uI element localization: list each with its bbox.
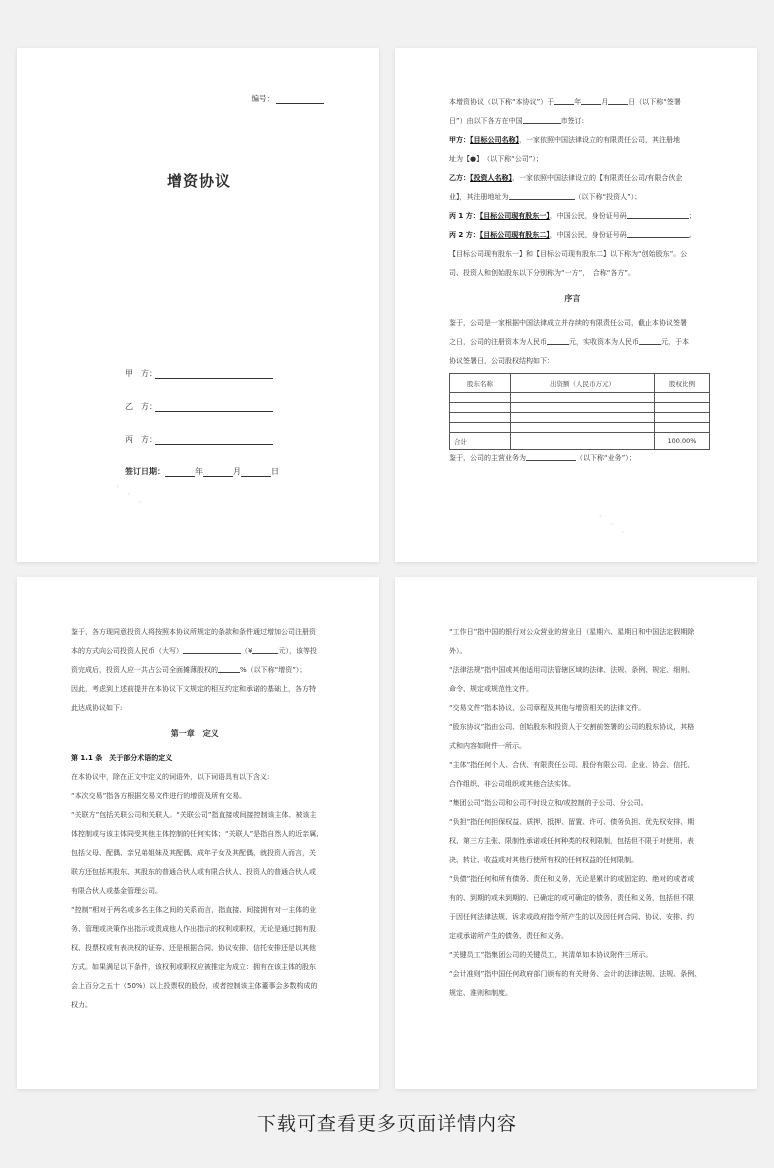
preface-line-3: 协议签署日，公司股权结构如下：: [449, 357, 554, 365]
definitions-text-2: “工作日”指中国的银行对公众营业的营业日（星期六、星期日和中国法定假期除 外）。 “法律法规”指中国或其他适用司法管辖区域的法律、法规、条例、规定、细则、 命令、规定或规范性文件。 “交易文件”指本协议、公司章程及其他与增资相关的法律文件。 “股东协议”指由公司、创始股东和投资人于交割前签署的公司的股东协议，其格 式和内容如附件一所示。 “主体”指任何个人、合伙、有限责任公司、股份有限公司、企业、协会、信托、 合作组织、非公司组织或其他合法实体。 “集团公司”指公司和公司不时设立和/或控制的子公司、分公司。 “负担”指任何担保权益、质押、抵押、留置、许可、债务负担、优先权安排、期 权、第三方主张、限制性承诺或任何种类的权利限制，包括但不限于对使用、表 决、转让、收益或对其他行使所有权的任何权益的任何限制。 “负债”指任何和所有债务、责任和义务，无论是累计的或固定的、绝对的或者或 有的、到期的或未到期的、已确定的或可确定的债务、责任和义务，包括但不限 于因任何法律法规、诉求或政府指令所产生的以及因任何合同、协议、安排、约 定或承诺所产生的债务、责任和义务。 “关键员工”指集团公司的关键员工，其清单如本协议附件三所示。 “会计准则”指中国任何政府部门颁布的有关财务、会计的法律法规、法规、条例、 规定、准则和制度。: [449, 628, 702, 997]
intro-line-2: 日”）由以下各方在中国 市签订:: [449, 112, 696, 131]
col-ratio: 股权比例: [655, 374, 710, 393]
party-c-label: 丙 方：: [125, 435, 157, 444]
party-b-label: 乙 方：: [125, 402, 157, 411]
table-row: [450, 393, 710, 403]
total-label: 合计: [450, 433, 511, 450]
page-definitions-1: [17, 577, 379, 1089]
party-b-blank: [155, 411, 273, 412]
party-b-para: 乙方：【投资人名称】，一家依照中国法律设立的【有限责任公司/有限合伙企: [449, 174, 683, 182]
parties-text: 本增资协议（以下称“本协议”）于 年 月 日（以下称“签署 日”）由以下各方在中国 市签订: 甲方：【目标公司名称】，一家依照中国法律设立的有限责任公司，其注册地 址为【●】 （以下称“公司”）； 乙方：【投资人名称】，一家依照中国法律设立的【有限责任公司/有限合伙企 业】，其注册地址为 （以下称“投资人”）； 丙 1 方：【目标公司现有股东一】，中国公民，身份证号码 ； 丙 2 方：【目标公司现有股东二】，中国公民，身份证号码 。 【目标公司现有股东一】和【目标公司现有股东二】以下称为“创始股东”。公 司、投资人和创始股东以下分别称为“一方”， 合称“各方”。 序言 鉴于，公司是一家根据中国法律成立并存续的有限责任公司，截止本协议签署 之日，公司的注册资本为人民币 元，实收资本为人民币 元，于本 协议签署日，公司股权结构如下：: [449, 93, 696, 371]
party-a-para: 甲方：【目标公司名称】，一家依照中国法律设立的有限责任公司，其注册地: [449, 136, 680, 144]
document-title: 增资协议: [167, 172, 232, 190]
founders-para: 【目标公司现有股东一】和【目标公司现有股东二】以下称为“创始股东”。公: [449, 250, 688, 258]
intro-line-1: 本增资协议（以下称“本协议”）于 年 月 日（以下称“签署: [449, 93, 696, 112]
signing-date-label: 签订日期：: [125, 467, 165, 476]
party-c2-para: 丙 2 方：【目标公司现有股东二】，中国公民，身份证号码 。: [449, 226, 696, 245]
day-blank: [241, 476, 271, 477]
month-blank: [203, 476, 233, 477]
year-blank: [165, 476, 195, 477]
table-row: [450, 423, 710, 433]
page-parties: [395, 48, 757, 562]
party-a-label: 甲 方：: [125, 369, 157, 378]
page-definitions-2: [395, 577, 757, 1089]
table-total-row: [450, 433, 710, 450]
chapter-title: 第一章 定义: [170, 729, 219, 738]
contract-number-label: 编号：: [251, 94, 274, 103]
day-label: 日: [271, 467, 279, 476]
contract-number-blank: [276, 103, 324, 104]
preface-line-2: 之日，公司的注册资本为人民币 元，实收资本为人民币 元，于本: [449, 333, 696, 352]
download-more-link[interactable]: 下载可查看更多页面详情内容: [256, 1113, 517, 1135]
contract-number: [252, 93, 325, 104]
party-a-line: [125, 368, 273, 379]
party-c-line: [125, 434, 273, 445]
col-capital: 出资额（人民币万元）: [511, 374, 655, 393]
business-line: 鉴于，公司的主营业务为 （以下称“业务”）；: [449, 449, 636, 468]
year-label: 年: [195, 467, 203, 476]
definitions-text-1: 鉴于，各方现同意投资人将按照本协议所规定的条款和条件通过增加公司注册资 本的方式向公司投资人民币（大写） （¥ 元），该等投 资完成后，投资人应一共占公司全面摊薄股权的 %（以下称“增资”）； 因此，考虑到上述前提并在本协议下文规定的相互约定和承诺的基础上，各方特 此达成协议如下: 第一章 定义 第 1.1 条 关于部分术语的定义 在本协议中，除在正文中定义的词语外，以下词语具有以下含义: “本次交易”指各方根据交易文件进行的增资及所有交易。 “关联方”包括关联公司和关联人。“关联公司”指直接或间接控制该主体、被该主 体控制或与该主体同受其他主体控制的任何实体；“关联人”是指自然人的近亲属, 包括父母、配偶、亲兄弟姐妹及其配偶、成年子女及其配偶，就投资人而言，关 联方还包括其股东、其股东的普通合伙人或有限合伙人、投资人的普通合伙人或 有限合伙人或基金管理公司。 “控制”相对于两名或多名主体之间的关系而言，指直接、间接拥有对一主体的业 务、管理或决策作出指示或责成他人作出指示的权利或职权，无论是通过拥有股 权、投票权或有表决权的证券、还是根据合同、协议安排、信托安排还是以其他 方式。如果满足以下条件，该权利或职权应被推定为成立：拥有在该主体的股东 会上百分之五十（50%）以上投票权的股份，或者控制该主体董事会多数构成的 权力。: [71, 628, 319, 1009]
total-ratio: 100.00%: [655, 433, 710, 450]
month-label: 月: [233, 467, 241, 476]
party-c1-para: 丙 1 方：【目标公司现有股东一】，中国公民，身份证号码 ；: [449, 207, 696, 226]
table-row: [450, 403, 710, 413]
page-cover: [17, 48, 379, 562]
watermark: · · ·: [110, 479, 148, 512]
watermark: · · ·: [593, 509, 631, 542]
signing-date: [125, 466, 279, 477]
party-c-blank: [155, 444, 273, 445]
col-shareholder: 股东名称: [450, 374, 511, 393]
party-a-blank: [155, 378, 273, 379]
equity-table: [449, 373, 710, 450]
article-title: 第 1.1 条 关于部分术语的定义: [71, 754, 173, 762]
preface-line-1: 鉴于，公司是一家根据中国法律成立并存续的有限责任公司，截止本协议签署: [449, 319, 687, 327]
preface-title: 序言: [564, 294, 581, 303]
party-b-line: [125, 401, 273, 412]
table-row: [450, 413, 710, 423]
